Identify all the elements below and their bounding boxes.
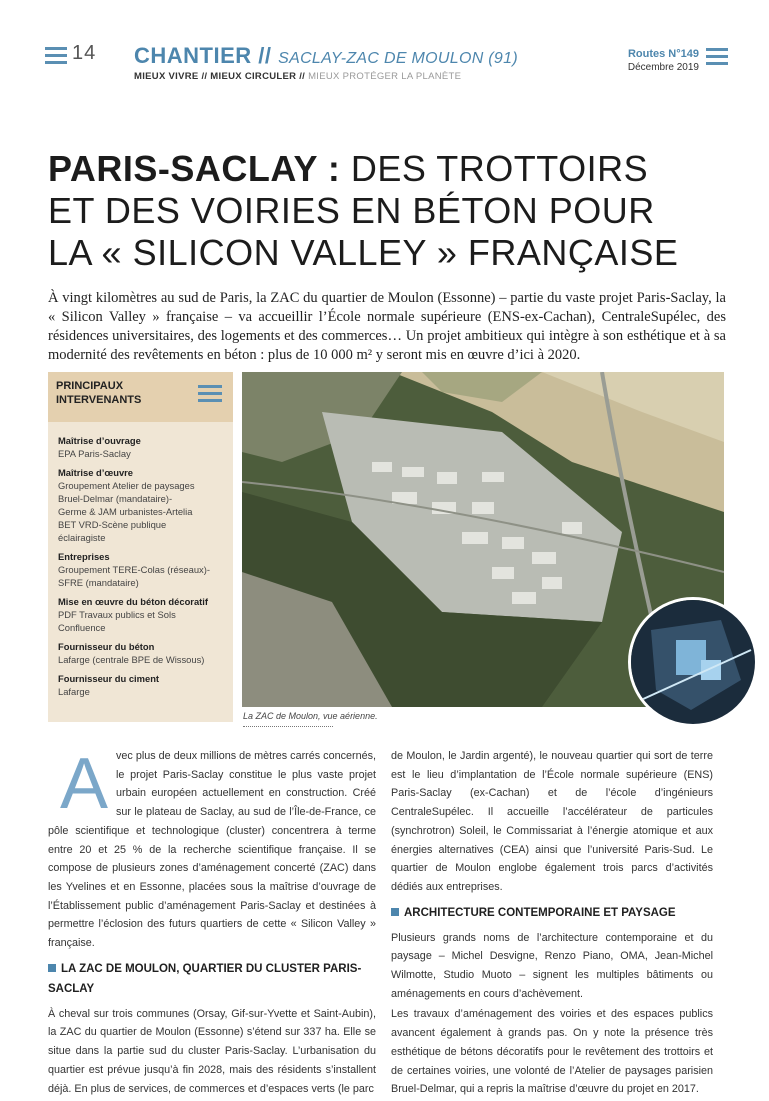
entry-role: Fournisseur du béton [58,641,155,652]
entry-role: Maîtrise d’ouvrage [58,435,141,446]
article-title [48,148,738,274]
entry-value: Groupement TERE-Colas (réseaux)- SFRE (mandataire) [58,564,210,588]
entry-role: Entreprises [58,551,110,562]
entry-role: Mise en œuvre du béton décoratif [58,596,209,607]
article-column-1 [48,744,376,1100]
section2-paragraph-2: Les travaux d’aménagement des voiries et des espaces publics avancent également à grands pas. On y note la présence très esthétique de bétons décoratifs pour le revêtement des trottoirs et de certaines voiries, une volonté de l’Atelier de paysages parisien Bruel-Delmar, qui a repris la maîtrise d’œuvre du projet en 2017. [391,1008,713,1096]
issue-date: Décembre 2019 [627,62,699,73]
title-line3: LA « SILICON VALLEY » FRANÇAISE [48,232,679,273]
photo-caption: La ZAC de Moulon, vue aérienne. [243,711,378,721]
list-icon [198,385,222,402]
entry-value: Groupement Atelier de paysages Bruel-Delmar (mandataire)- Germe & JAM urbanistes-Artelia BET VRD-Scène publique éclairagiste [58,480,195,543]
subheading-2-text: ARCHITECTURE CONTEMPORAINE ET PAYSAGE [404,906,676,919]
intro-paragraph: vec plus de deux millions de mètres carrés concernés, le projet Paris-Saclay constitue le plus vaste projet urbain européen actuellement en construction. Créé sur le plateau de Saclay, au sud de l’Île-de-France, ce pôle scientifique et technologique (cluster) concentrera à terme entre 20 et 25 % de la recherche scientifique française. Il se compose de plusieurs zones d’aménagement concerté (ZAC) dans les Yvelines et en Essonne, placées sous la maîtrise d’ouvrage de l’Établissement public d’aménagement Paris-Saclay et destinées à permettre l’éclosion des futurs quartiers de cette « Silicon Valley » française. [48,750,376,950]
entry-value: PDF Travaux publics et Sols Confluence [58,609,176,633]
drop-cap: A [60,744,109,824]
title-line1: DES TROTTOIRS [340,148,649,189]
contributors-header [48,372,233,422]
subheading-1-text: LA ZAC DE MOULON, QUARTIER DU CLUSTER PARIS-SACLAY [48,962,362,995]
page-number: 14 [72,42,97,64]
subheading-1 [48,959,376,999]
col2-paragraph: de Moulon, le Jardin argenté), le nouveau quartier qui sort de terre est le lieu d’implantation de l’École normale supérieure (ENS) Paris-Saclay (ex-Cachan) et de l’école d’ingénieurs CentraleSupélec. Il accueille l’accélérateur de particules (synchrotron) Soleil, le Commissariat à l’énergie atomique et aux énergies alternatives (CEA) ainsi que l’université Paris-Sud. Le quartier de Moulon englobe également trois parcs d’activités dédiés aux entreprises. [391,750,713,893]
rubric-line [134,71,461,82]
caption-rule [243,726,333,727]
issue-number: Routes N°149 [627,48,699,60]
title-line2: ET DES VOIRIES EN BÉTON POUR [48,190,655,231]
night-inset-photo [628,597,758,727]
issue-info [628,47,699,75]
title-bold: PARIS-SACLAY : [48,148,341,189]
contributors-box [48,372,233,722]
contributors-list [48,422,233,698]
section-label: CHANTIER // [134,43,272,68]
bullet-square-icon [48,964,56,972]
issue-menu-icon [706,48,728,65]
contributors-title: PRINCIPAUX INTERVENANTS [56,380,142,406]
section-subtitle: SACLAY-ZAC DE MOULON (91) [278,50,518,67]
section-title [134,43,518,69]
section2-paragraph-1: Plusieurs grands noms de l’architecture contemporaine et du paysage – Michel Desvigne, Renzo Piano, OMA, Jean-Michel Wilmotte, Studio Muoto – signent les multiples bâtiments ou aménagements en cours d’achèvement. [391,931,713,1000]
entry-role: Fournisseur du ciment [58,673,160,684]
entry-value: EPA Paris-Saclay [58,448,131,459]
article-column-2 [391,747,713,1101]
rubric-active: MIEUX VIVRE // MIEUX CIRCULER // [134,71,306,82]
section-menu-icon [45,47,67,64]
section1-paragraph: À cheval sur trois communes (Orsay, Gif-sur-Yvette et Saint-Aubin), la ZAC du quartier de Moulon (Essonne) s’étend sur 337 ha. Elle se situe dans la partie sud du cluster Paris-Saclay. L’urbanisation du quartier est prévue jusqu’à fin 2028, mais des résidents s’installent déjà. En plus de services, de commerces et d’espaces verts (le parc [48,1007,376,1095]
entry-value: Lafarge [58,686,90,697]
bullet-square-icon [391,908,399,916]
article-lead: À vingt kilomètres au sud de Paris, la ZAC du quartier de Moulon (Essonne) – partie du vaste projet Paris-Saclay, la « Silicon Valley » française – va accueillir l’École normale supérieure (ENS-ex-Cachan), CentraleSupélec, des résidences universitaires, des logements et des commerces… Un projet ambitieux qui intègre à son esthétique et à sa modernité des revêtements en béton : plus de 10 000 m² y seront mis en œuvre d’ici à 2020. [48,290,726,363]
rubric-dim: MIEUX PROTÉGER LA PLANÈTE [308,71,462,82]
subheading-2 [391,903,713,923]
entry-value: Lafarge (centrale BPE de Wissous) [58,654,205,665]
entry-role: Maîtrise d’œuvre [58,467,134,478]
